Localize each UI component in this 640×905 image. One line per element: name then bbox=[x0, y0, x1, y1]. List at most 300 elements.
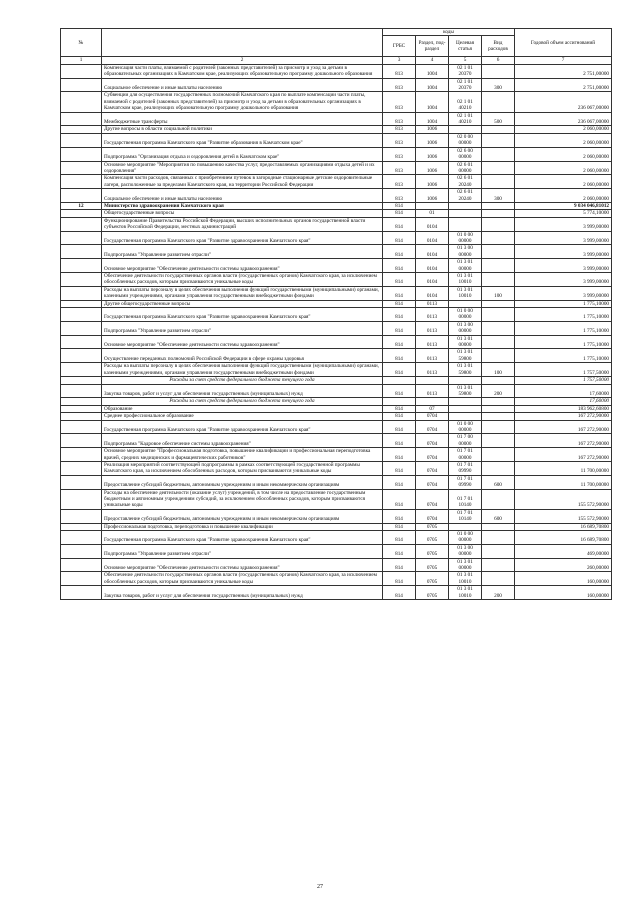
cell-name: Предоставление субсидий бюджетным, автономным учреждениям и иным некоммерческим организациям bbox=[102, 509, 383, 523]
cell-vr bbox=[482, 335, 515, 349]
header-index: 1 bbox=[61, 57, 102, 64]
cell-grbs: 814 bbox=[383, 217, 416, 231]
cell-vr: 100 bbox=[482, 286, 515, 300]
cell-grbs bbox=[383, 398, 416, 405]
table-row bbox=[61, 558, 612, 572]
cell-vr: 200 bbox=[482, 586, 515, 600]
header-codes: коды bbox=[383, 29, 515, 36]
cell-num bbox=[61, 300, 102, 307]
cell-rzd: 0104 bbox=[416, 217, 449, 231]
cell-sum: 1 775,10000 bbox=[515, 321, 612, 335]
cell-vr bbox=[482, 273, 515, 287]
cell-num: 12 bbox=[61, 202, 102, 209]
cell-name: Министерство здравоохранения Камчатского края bbox=[102, 202, 383, 209]
cell-num bbox=[61, 434, 102, 448]
cell-vr bbox=[482, 434, 515, 448]
table-row bbox=[61, 189, 612, 203]
cell-name: Образование bbox=[102, 405, 383, 412]
table-row bbox=[61, 133, 612, 147]
cell-name: Обеспечение деятельности государственных органов власти (государственных органов) Камчатского края, за исключением обособленных расходов, которым присваиваются уникальные коды bbox=[102, 572, 383, 586]
cell-grbs: 814 bbox=[383, 231, 416, 245]
cell-rzd: 1006 bbox=[416, 189, 449, 203]
cell-sum: 167 272,90000 bbox=[515, 448, 612, 462]
cell-name: Основное мероприятие "Мероприятия по повышению качества услуг, предоставляемых организациями отдыха детей и их оздоровления" bbox=[102, 161, 383, 175]
cell-num bbox=[61, 335, 102, 349]
cell-grbs: 814 bbox=[383, 308, 416, 322]
cell-vr bbox=[482, 377, 515, 384]
cell-sum: 3 999,00000 bbox=[515, 231, 612, 245]
cell-sum: 17,60000 bbox=[515, 398, 612, 405]
cell-name: Закупка товаров, работ и услуг для обеспечения государственных (муниципальных) нужд bbox=[102, 384, 383, 398]
cell-rzd: 0113 bbox=[416, 363, 449, 377]
cell-name: Реализация мероприятий соответствующей подпрограммы в рамках соответствующей государственной программы Камчатского края, за исключением обособленных расходов, которым присваиваются уникальные коды bbox=[102, 461, 383, 475]
cell-sum: 1 757,50000 bbox=[515, 363, 612, 377]
cell-cs: 02 0 00 00000 bbox=[449, 133, 482, 147]
table-row bbox=[61, 78, 612, 92]
cell-name: Основное мероприятие "Профессиональная подготовка, повышение квалификации и профессиональная переподготовка врачей, средних медицинских и фармацевтических работников" bbox=[102, 448, 383, 462]
table-row bbox=[61, 308, 612, 322]
cell-cs: 01 3 01 00000 bbox=[449, 558, 482, 572]
cell-cs: 01 3 01 00000 bbox=[449, 259, 482, 273]
cell-sum: 3 999,00000 bbox=[515, 286, 612, 300]
cell-rzd: 0113 bbox=[416, 308, 449, 322]
cell-rzd: 0705 bbox=[416, 558, 449, 572]
cell-cs: 01 3 01 10010 bbox=[449, 572, 482, 586]
header-num: № bbox=[61, 29, 102, 57]
cell-grbs: 814 bbox=[383, 384, 416, 398]
cell-vr bbox=[482, 217, 515, 231]
table-row bbox=[61, 210, 612, 217]
cell-name: Государственная программа Камчатского края "Развитие образования в Камчатском крае" bbox=[102, 133, 383, 147]
cell-grbs: 814 bbox=[383, 210, 416, 217]
cell-sum: 11 700,00000 bbox=[515, 461, 612, 475]
cell-rzd: 0704 bbox=[416, 420, 449, 434]
cell-vr bbox=[482, 531, 515, 545]
cell-num bbox=[61, 475, 102, 489]
cell-name: Основное мероприятие "Обеспечение деятельности системы здравоохранения" bbox=[102, 558, 383, 572]
cell-sum: 260,00000 bbox=[515, 558, 612, 572]
cell-sum: 469,00000 bbox=[515, 544, 612, 558]
cell-sum: 236 067,00000 bbox=[515, 92, 612, 112]
cell-cs: 01 0 00 00000 bbox=[449, 231, 482, 245]
cell-sum: 5 774,10000 bbox=[515, 210, 612, 217]
cell-name: Подпрограмма "Кадровое обеспечение системы здравоохранения" bbox=[102, 434, 383, 448]
cell-num bbox=[61, 405, 102, 412]
cell-rzd: 0705 bbox=[416, 544, 449, 558]
cell-rzd: 0704 bbox=[416, 413, 449, 420]
cell-name: Функционирование Правительства Российской Федерации, высших исполнительных органов государственной власти субъектов Российской Федерации, местных администраций bbox=[102, 217, 383, 231]
cell-cs bbox=[449, 217, 482, 231]
cell-sum: 160,00000 bbox=[515, 572, 612, 586]
cell-grbs: 814 bbox=[383, 489, 416, 509]
cell-num bbox=[61, 509, 102, 523]
cell-rzd: 0705 bbox=[416, 523, 449, 530]
cell-cs bbox=[449, 126, 482, 133]
cell-rzd: 1004 bbox=[416, 92, 449, 112]
cell-name: Другие вопросы в области социальной политики bbox=[102, 126, 383, 133]
cell-name: Компенсация части платы, взимаемой с родителей (законных представителей) за присмотр и уход за детьми в образовательных организациях в Камчатском крае, реализующих образовательную программу дошкольного образования bbox=[102, 64, 383, 78]
cell-sum: 1 757,50000 bbox=[515, 377, 612, 384]
cell-rzd: 0113 bbox=[416, 335, 449, 349]
table-row bbox=[61, 405, 612, 412]
header-name bbox=[102, 29, 383, 57]
cell-sum: 2 060,00000 bbox=[515, 147, 612, 161]
cell-cs bbox=[449, 300, 482, 307]
cell-cs: 01 7 01 10140 bbox=[449, 509, 482, 523]
cell-sum: 16 689,70800 bbox=[515, 523, 612, 530]
header-cs: Целевая статья bbox=[449, 36, 482, 57]
table-row bbox=[61, 531, 612, 545]
cell-num bbox=[61, 273, 102, 287]
cell-grbs: 813 bbox=[383, 133, 416, 147]
cell-grbs: 814 bbox=[383, 335, 416, 349]
cell-cs: 01 3 00 00000 bbox=[449, 544, 482, 558]
cell-vr: 100 bbox=[482, 363, 515, 377]
cell-grbs: 814 bbox=[383, 434, 416, 448]
table-row bbox=[61, 259, 612, 273]
table-row bbox=[61, 321, 612, 335]
cell-name: Осуществление переданных полномочий Российской Федерации в сфере охраны здоровья bbox=[102, 349, 383, 363]
cell-name: Предоставление субсидий бюджетным, автономным учреждениям и иным некоммерческим организациям bbox=[102, 475, 383, 489]
cell-sum: 2 060,00000 bbox=[515, 161, 612, 175]
cell-rzd: 0705 bbox=[416, 572, 449, 586]
cell-sum: 17,60000 bbox=[515, 384, 612, 398]
cell-cs bbox=[449, 377, 482, 384]
cell-grbs: 813 bbox=[383, 175, 416, 189]
cell-sum: 155 572,90000 bbox=[515, 509, 612, 523]
cell-num bbox=[61, 489, 102, 509]
cell-cs: 01 0 00 00000 bbox=[449, 420, 482, 434]
cell-sum: 9 034 046,81012 bbox=[515, 202, 612, 209]
cell-sum: 1 775,10000 bbox=[515, 335, 612, 349]
cell-rzd: 1006 bbox=[416, 161, 449, 175]
cell-grbs: 814 bbox=[383, 523, 416, 530]
cell-grbs: 814 bbox=[383, 273, 416, 287]
cell-num bbox=[61, 413, 102, 420]
cell-cs: 01 3 01 10010 bbox=[449, 586, 482, 600]
cell-vr bbox=[482, 523, 515, 530]
cell-cs bbox=[449, 398, 482, 405]
cell-rzd: 0104 bbox=[416, 273, 449, 287]
cell-rzd: 0704 bbox=[416, 448, 449, 462]
cell-num bbox=[61, 558, 102, 572]
table-row bbox=[61, 377, 612, 384]
cell-grbs: 814 bbox=[383, 321, 416, 335]
cell-rzd: 1004 bbox=[416, 112, 449, 126]
cell-num bbox=[61, 210, 102, 217]
cell-cs: 01 3 01 59800 bbox=[449, 384, 482, 398]
cell-sum: 16 689,70800 bbox=[515, 531, 612, 545]
cell-num bbox=[61, 349, 102, 363]
table-row bbox=[61, 273, 612, 287]
table-row bbox=[61, 231, 612, 245]
cell-sum: 2 751,00000 bbox=[515, 64, 612, 78]
cell-sum: 3 999,00000 bbox=[515, 259, 612, 273]
cell-num bbox=[61, 161, 102, 175]
table-row bbox=[61, 384, 612, 398]
table-row bbox=[61, 175, 612, 189]
cell-rzd: 07 bbox=[416, 405, 449, 412]
cell-num bbox=[61, 133, 102, 147]
cell-sum: 2 060,00000 bbox=[515, 189, 612, 203]
cell-cs bbox=[449, 202, 482, 209]
cell-grbs: 814 bbox=[383, 586, 416, 600]
table-row bbox=[61, 286, 612, 300]
cell-vr bbox=[482, 210, 515, 217]
cell-rzd: 01 bbox=[416, 210, 449, 217]
cell-rzd: 0104 bbox=[416, 259, 449, 273]
cell-name: Межбюджетные трансферты bbox=[102, 112, 383, 126]
cell-cs: 01 3 00 00000 bbox=[449, 245, 482, 259]
header-index: 4 bbox=[416, 57, 449, 64]
cell-rzd: 0704 bbox=[416, 434, 449, 448]
cell-vr: 300 bbox=[482, 189, 515, 203]
cell-grbs: 813 bbox=[383, 161, 416, 175]
cell-vr bbox=[482, 308, 515, 322]
cell-sum: 1 775,10000 bbox=[515, 300, 612, 307]
cell-name: Компенсация части расходов, связанных с приобретением путевок в загородные стационарные детские оздоровительные лагеря, расположенные за пределами Камчатского края, на территории Российской Федерации bbox=[102, 175, 383, 189]
cell-cs: 02 6 01 20240 bbox=[449, 175, 482, 189]
cell-rzd: 1004 bbox=[416, 64, 449, 78]
cell-name: Государственная программа Камчатского края "Развитие здравоохранения Камчатского края" bbox=[102, 308, 383, 322]
table-row bbox=[61, 245, 612, 259]
cell-cs bbox=[449, 210, 482, 217]
cell-cs: 01 3 01 59800 bbox=[449, 349, 482, 363]
cell-sum: 155 572,90000 bbox=[515, 489, 612, 509]
cell-num bbox=[61, 78, 102, 92]
cell-grbs: 814 bbox=[383, 259, 416, 273]
cell-rzd: 0113 bbox=[416, 384, 449, 398]
cell-cs: 01 3 00 00000 bbox=[449, 321, 482, 335]
cell-grbs: 814 bbox=[383, 420, 416, 434]
cell-cs: 01 0 00 00000 bbox=[449, 308, 482, 322]
cell-grbs: 813 bbox=[383, 147, 416, 161]
cell-grbs: 814 bbox=[383, 572, 416, 586]
cell-num bbox=[61, 572, 102, 586]
cell-cs: 02 1 01 40210 bbox=[449, 112, 482, 126]
cell-vr bbox=[482, 448, 515, 462]
cell-name: Подпрограмма "Управление развитием отрасли" bbox=[102, 321, 383, 335]
cell-cs: 01 3 01 10010 bbox=[449, 273, 482, 287]
cell-name: Подпрограмма "Управление развитием отрасли" bbox=[102, 245, 383, 259]
cell-vr bbox=[482, 572, 515, 586]
cell-num bbox=[61, 64, 102, 78]
cell-grbs: 814 bbox=[383, 461, 416, 475]
table-row bbox=[61, 112, 612, 126]
cell-name: Государственная программа Камчатского края "Развитие здравоохранения Камчатского края" bbox=[102, 231, 383, 245]
budget-table bbox=[60, 28, 612, 600]
cell-name: Расходы на выплаты персоналу в целях обеспечения выполнения функций государственными (муниципальными) органами, казенными учреждениями, органами управления государственными внебюджетными фондами bbox=[102, 363, 383, 377]
cell-vr bbox=[482, 231, 515, 245]
cell-rzd bbox=[416, 398, 449, 405]
cell-num bbox=[61, 461, 102, 475]
table-row bbox=[61, 475, 612, 489]
cell-vr: 500 bbox=[482, 112, 515, 126]
cell-rzd: 0113 bbox=[416, 321, 449, 335]
cell-cs: 02 6 01 00000 bbox=[449, 161, 482, 175]
cell-grbs: 814 bbox=[383, 448, 416, 462]
cell-name: Обеспечение деятельности государственных органов власти (государственных органов) Камчатского края, за исключением обособленных расходов, которым присваиваются уникальные коды bbox=[102, 273, 383, 287]
cell-cs: 01 3 01 10010 bbox=[449, 286, 482, 300]
cell-rzd: 0704 bbox=[416, 489, 449, 509]
cell-grbs: 814 bbox=[383, 300, 416, 307]
cell-sum: 3 999,00000 bbox=[515, 245, 612, 259]
cell-sum: 1 775,10000 bbox=[515, 349, 612, 363]
cell-num bbox=[61, 308, 102, 322]
cell-grbs: 814 bbox=[383, 363, 416, 377]
cell-vr bbox=[482, 413, 515, 420]
cell-vr bbox=[482, 161, 515, 175]
cell-rzd: 0113 bbox=[416, 349, 449, 363]
budget-table-sheet bbox=[60, 28, 612, 600]
table-row bbox=[61, 434, 612, 448]
cell-rzd: 0104 bbox=[416, 245, 449, 259]
cell-grbs: 814 bbox=[383, 531, 416, 545]
cell-grbs: 814 bbox=[383, 349, 416, 363]
cell-vr bbox=[482, 398, 515, 405]
cell-sum: 3 999,00000 bbox=[515, 217, 612, 231]
cell-rzd: 0104 bbox=[416, 286, 449, 300]
cell-rzd: 0704 bbox=[416, 461, 449, 475]
cell-rzd: 1004 bbox=[416, 78, 449, 92]
cell-num bbox=[61, 231, 102, 245]
table-row bbox=[61, 420, 612, 434]
table-row bbox=[61, 363, 612, 377]
cell-grbs: 813 bbox=[383, 78, 416, 92]
cell-cs: 01 3 01 59800 bbox=[449, 363, 482, 377]
table-row bbox=[61, 523, 612, 530]
cell-rzd: 1006 bbox=[416, 126, 449, 133]
cell-grbs: 814 bbox=[383, 558, 416, 572]
cell-rzd: 1006 bbox=[416, 133, 449, 147]
cell-grbs: 814 bbox=[383, 286, 416, 300]
cell-name: Государственная программа Камчатского края "Развитие здравоохранения Камчатского края" bbox=[102, 420, 383, 434]
cell-sum: 2 060,00000 bbox=[515, 126, 612, 133]
cell-vr bbox=[482, 133, 515, 147]
cell-cs: 01 7 01 10140 bbox=[449, 489, 482, 509]
table-row bbox=[61, 335, 612, 349]
cell-rzd bbox=[416, 202, 449, 209]
cell-num bbox=[61, 363, 102, 377]
cell-name: Профессиональная подготовка, переподготовка и повышение квалификации bbox=[102, 523, 383, 530]
cell-grbs: 814 bbox=[383, 413, 416, 420]
cell-cs: 01 7 00 00000 bbox=[449, 434, 482, 448]
table-row bbox=[61, 147, 612, 161]
cell-sum: 2 751,00000 bbox=[515, 78, 612, 92]
cell-sum: 2 060,00000 bbox=[515, 175, 612, 189]
cell-vr: 600 bbox=[482, 475, 515, 489]
cell-sum: 1 775,10000 bbox=[515, 308, 612, 322]
table-row bbox=[61, 461, 612, 475]
cell-vr bbox=[482, 92, 515, 112]
cell-vr bbox=[482, 175, 515, 189]
cell-num bbox=[61, 384, 102, 398]
cell-name: Расходы на обеспечение деятельности (оказание услуг) учреждений, в том числе на предоставление государственным бюджетным и автономным учреждениям субсидий, за исключением обособленных расходов, которым присваиваются уникальные коды bbox=[102, 489, 383, 509]
header-rzd: Раздел, под-раздел bbox=[416, 36, 449, 57]
cell-num bbox=[61, 175, 102, 189]
cell-cs: 02 1 01 20370 bbox=[449, 64, 482, 78]
table-row bbox=[61, 586, 612, 600]
table-row bbox=[61, 413, 612, 420]
cell-name: Среднее профессиональное образование bbox=[102, 413, 383, 420]
cell-vr bbox=[482, 558, 515, 572]
header-annual: Годовой объем ассигнований bbox=[515, 29, 612, 57]
cell-grbs: 814 bbox=[383, 509, 416, 523]
table-row bbox=[61, 398, 612, 405]
cell-name: Основное мероприятие "Обеспечение деятельности системы здравоохранения" bbox=[102, 335, 383, 349]
cell-grbs: 813 bbox=[383, 64, 416, 78]
cell-num bbox=[61, 321, 102, 335]
cell-vr bbox=[482, 64, 515, 78]
table-row bbox=[61, 489, 612, 509]
cell-sum: 167 272,90000 bbox=[515, 420, 612, 434]
cell-grbs: 814 bbox=[383, 405, 416, 412]
cell-cs: 02 1 01 20370 bbox=[449, 78, 482, 92]
cell-cs: 02 6 00 00000 bbox=[449, 147, 482, 161]
cell-vr bbox=[482, 321, 515, 335]
cell-vr bbox=[482, 461, 515, 475]
cell-num bbox=[61, 448, 102, 462]
cell-vr bbox=[482, 300, 515, 307]
cell-num bbox=[61, 420, 102, 434]
cell-cs: 02 1 01 40210 bbox=[449, 92, 482, 112]
page-number: 27 bbox=[317, 884, 323, 890]
cell-num bbox=[61, 398, 102, 405]
cell-cs bbox=[449, 413, 482, 420]
cell-rzd: 0113 bbox=[416, 300, 449, 307]
cell-name: Основное мероприятие "Обеспечение деятельности системы здравоохранения" bbox=[102, 259, 383, 273]
cell-sum: 3 999,00000 bbox=[515, 273, 612, 287]
cell-cs: 02 6 01 20240 bbox=[449, 189, 482, 203]
cell-num bbox=[61, 126, 102, 133]
cell-num bbox=[61, 245, 102, 259]
cell-vr bbox=[482, 126, 515, 133]
cell-name: Социальное обеспечение и иные выплаты населению bbox=[102, 189, 383, 203]
cell-rzd bbox=[416, 377, 449, 384]
cell-name: Расходы на выплаты персоналу в целях обеспечения выполнения функций государственными (муниципальными) органами, казенными учреждениями, органами управления государственными внебюджетными фондами bbox=[102, 286, 383, 300]
cell-grbs: 814 bbox=[383, 245, 416, 259]
header-grbs: ГРБС bbox=[383, 36, 416, 57]
cell-grbs: 813 bbox=[383, 112, 416, 126]
cell-num bbox=[61, 217, 102, 231]
cell-name: Социальное обеспечение и иные выплаты населению bbox=[102, 78, 383, 92]
cell-cs: 01 7 01 09990 bbox=[449, 461, 482, 475]
table-row bbox=[61, 448, 612, 462]
cell-rzd: 0705 bbox=[416, 586, 449, 600]
table-row bbox=[61, 202, 612, 209]
cell-rzd: 0705 bbox=[416, 531, 449, 545]
cell-rzd: 0704 bbox=[416, 509, 449, 523]
cell-vr bbox=[482, 245, 515, 259]
cell-rzd: 1006 bbox=[416, 175, 449, 189]
cell-cs: 01 7 01 00000 bbox=[449, 448, 482, 462]
table-row bbox=[61, 64, 612, 78]
cell-grbs: 814 bbox=[383, 202, 416, 209]
cell-num bbox=[61, 586, 102, 600]
header-index: 2 bbox=[102, 57, 383, 64]
cell-name: Общегосударственные вопросы bbox=[102, 210, 383, 217]
table-row bbox=[61, 572, 612, 586]
cell-sum: 167 272,90000 bbox=[515, 434, 612, 448]
header-index: 5 bbox=[449, 57, 482, 64]
cell-num bbox=[61, 286, 102, 300]
cell-vr: 300 bbox=[482, 78, 515, 92]
cell-vr: 600 bbox=[482, 509, 515, 523]
cell-sum: 160,00000 bbox=[515, 586, 612, 600]
cell-num bbox=[61, 259, 102, 273]
cell-grbs: 813 bbox=[383, 92, 416, 112]
cell-num bbox=[61, 544, 102, 558]
